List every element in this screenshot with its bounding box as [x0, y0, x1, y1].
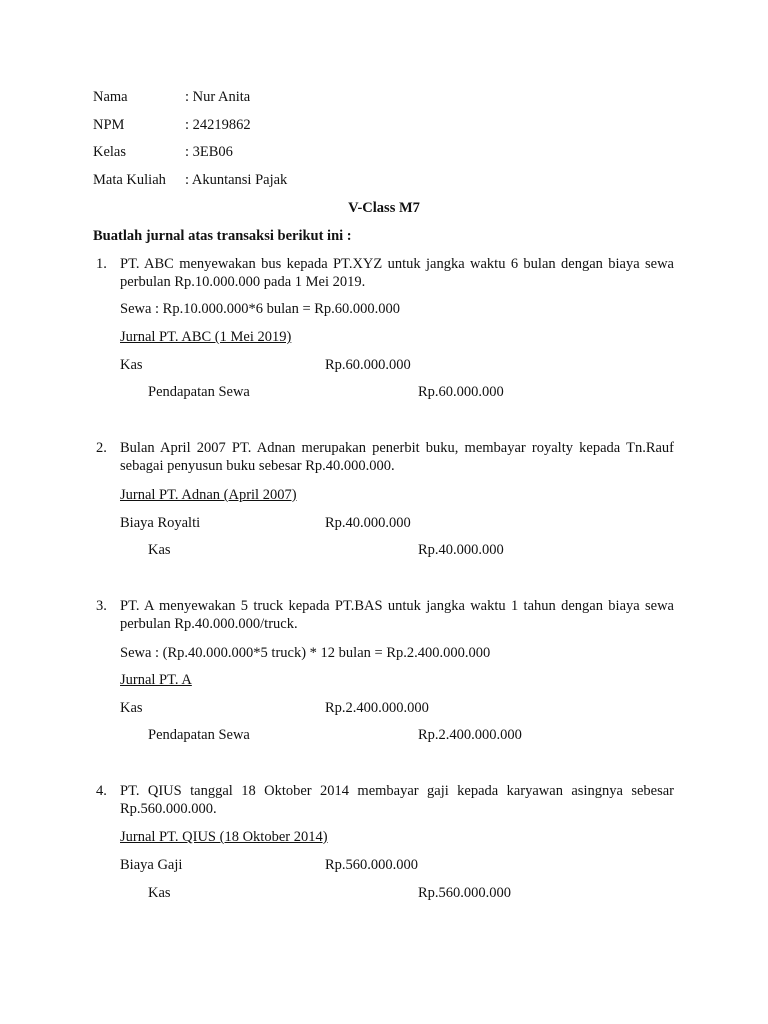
journal-title: Jurnal PT. A	[120, 672, 192, 688]
debit-amount: Rp.60.000.000	[325, 357, 411, 373]
journal-title: Jurnal PT. ABC (1 Mei 2019)	[120, 329, 292, 345]
nama-label: Nama	[93, 89, 128, 105]
credit-account: Pendapatan Sewa	[148, 384, 250, 400]
debit-account: Biaya Gaji	[120, 857, 183, 873]
mata-kuliah-label: Mata Kuliah	[93, 172, 166, 188]
item-number: 4.	[96, 783, 107, 799]
transaction-text: PT. A menyewakan 5 truck kepada PT.BAS untuk jangka waktu 1 tahun dengan biaya sewa perbulan Rp.40.000.000/truck.	[120, 598, 674, 632]
kelas-value: : 3EB06	[185, 144, 233, 160]
item-number: 2.	[96, 440, 107, 456]
transaction-text: PT. ABC menyewakan bus kepada PT.XYZ untuk jangka waktu 6 bulan dengan biaya sewa perbulan Rp.10.000.000 pada 1 Mei 2019.	[120, 256, 674, 290]
credit-amount: Rp.40.000.000	[418, 542, 504, 558]
item-number: 1.	[96, 256, 107, 272]
npm-label: NPM	[93, 117, 125, 133]
credit-amount: Rp.2.400.000.000	[418, 727, 522, 743]
npm-value: : 24219862	[185, 117, 251, 133]
debit-account: Kas	[120, 357, 143, 373]
debit-amount: Rp.2.400.000.000	[325, 700, 429, 716]
credit-account: Kas	[148, 885, 171, 901]
kelas-label: Kelas	[93, 144, 127, 160]
journal-title: Jurnal PT. QIUS (18 Oktober 2014)	[120, 829, 328, 845]
debit-amount: Rp.40.000.000	[325, 515, 411, 531]
credit-amount: Rp.560.000.000	[418, 885, 512, 901]
transaction-text: PT. QIUS tanggal 18 Oktober 2014 membayar gaji kepada karyawan asingnya sebesar Rp.560.000.000.	[120, 783, 674, 817]
nama-value: : Nur Anita	[185, 89, 251, 105]
instruction-heading: Buatlah jurnal atas transaksi berikut ini :	[93, 228, 352, 244]
credit-account: Pendapatan Sewa	[148, 727, 250, 743]
debit-account: Biaya Royalti	[120, 515, 201, 531]
debit-account: Kas	[120, 700, 143, 716]
mata-kuliah-value: : Akuntansi Pajak	[185, 172, 288, 188]
credit-amount: Rp.60.000.000	[418, 384, 504, 400]
credit-account: Kas	[148, 542, 171, 558]
calculation-text: Sewa : (Rp.40.000.000*5 truck) * 12 bulan = Rp.2.400.000.000	[120, 645, 491, 661]
calculation-text: Sewa : Rp.10.000.000*6 bulan = Rp.60.000.000	[120, 301, 401, 317]
transaction-text: Bulan April 2007 PT. Adnan merupakan penerbit buku, membayar royalty kepada Tn.Rauf sebagai penyusun buku sebesar Rp.40.000.000.	[120, 440, 674, 474]
debit-amount: Rp.560.000.000	[325, 857, 419, 873]
page-title: V-Class M7	[348, 200, 420, 216]
journal-title: Jurnal PT. Adnan (April 2007)	[120, 487, 297, 503]
item-number: 3.	[96, 598, 107, 614]
